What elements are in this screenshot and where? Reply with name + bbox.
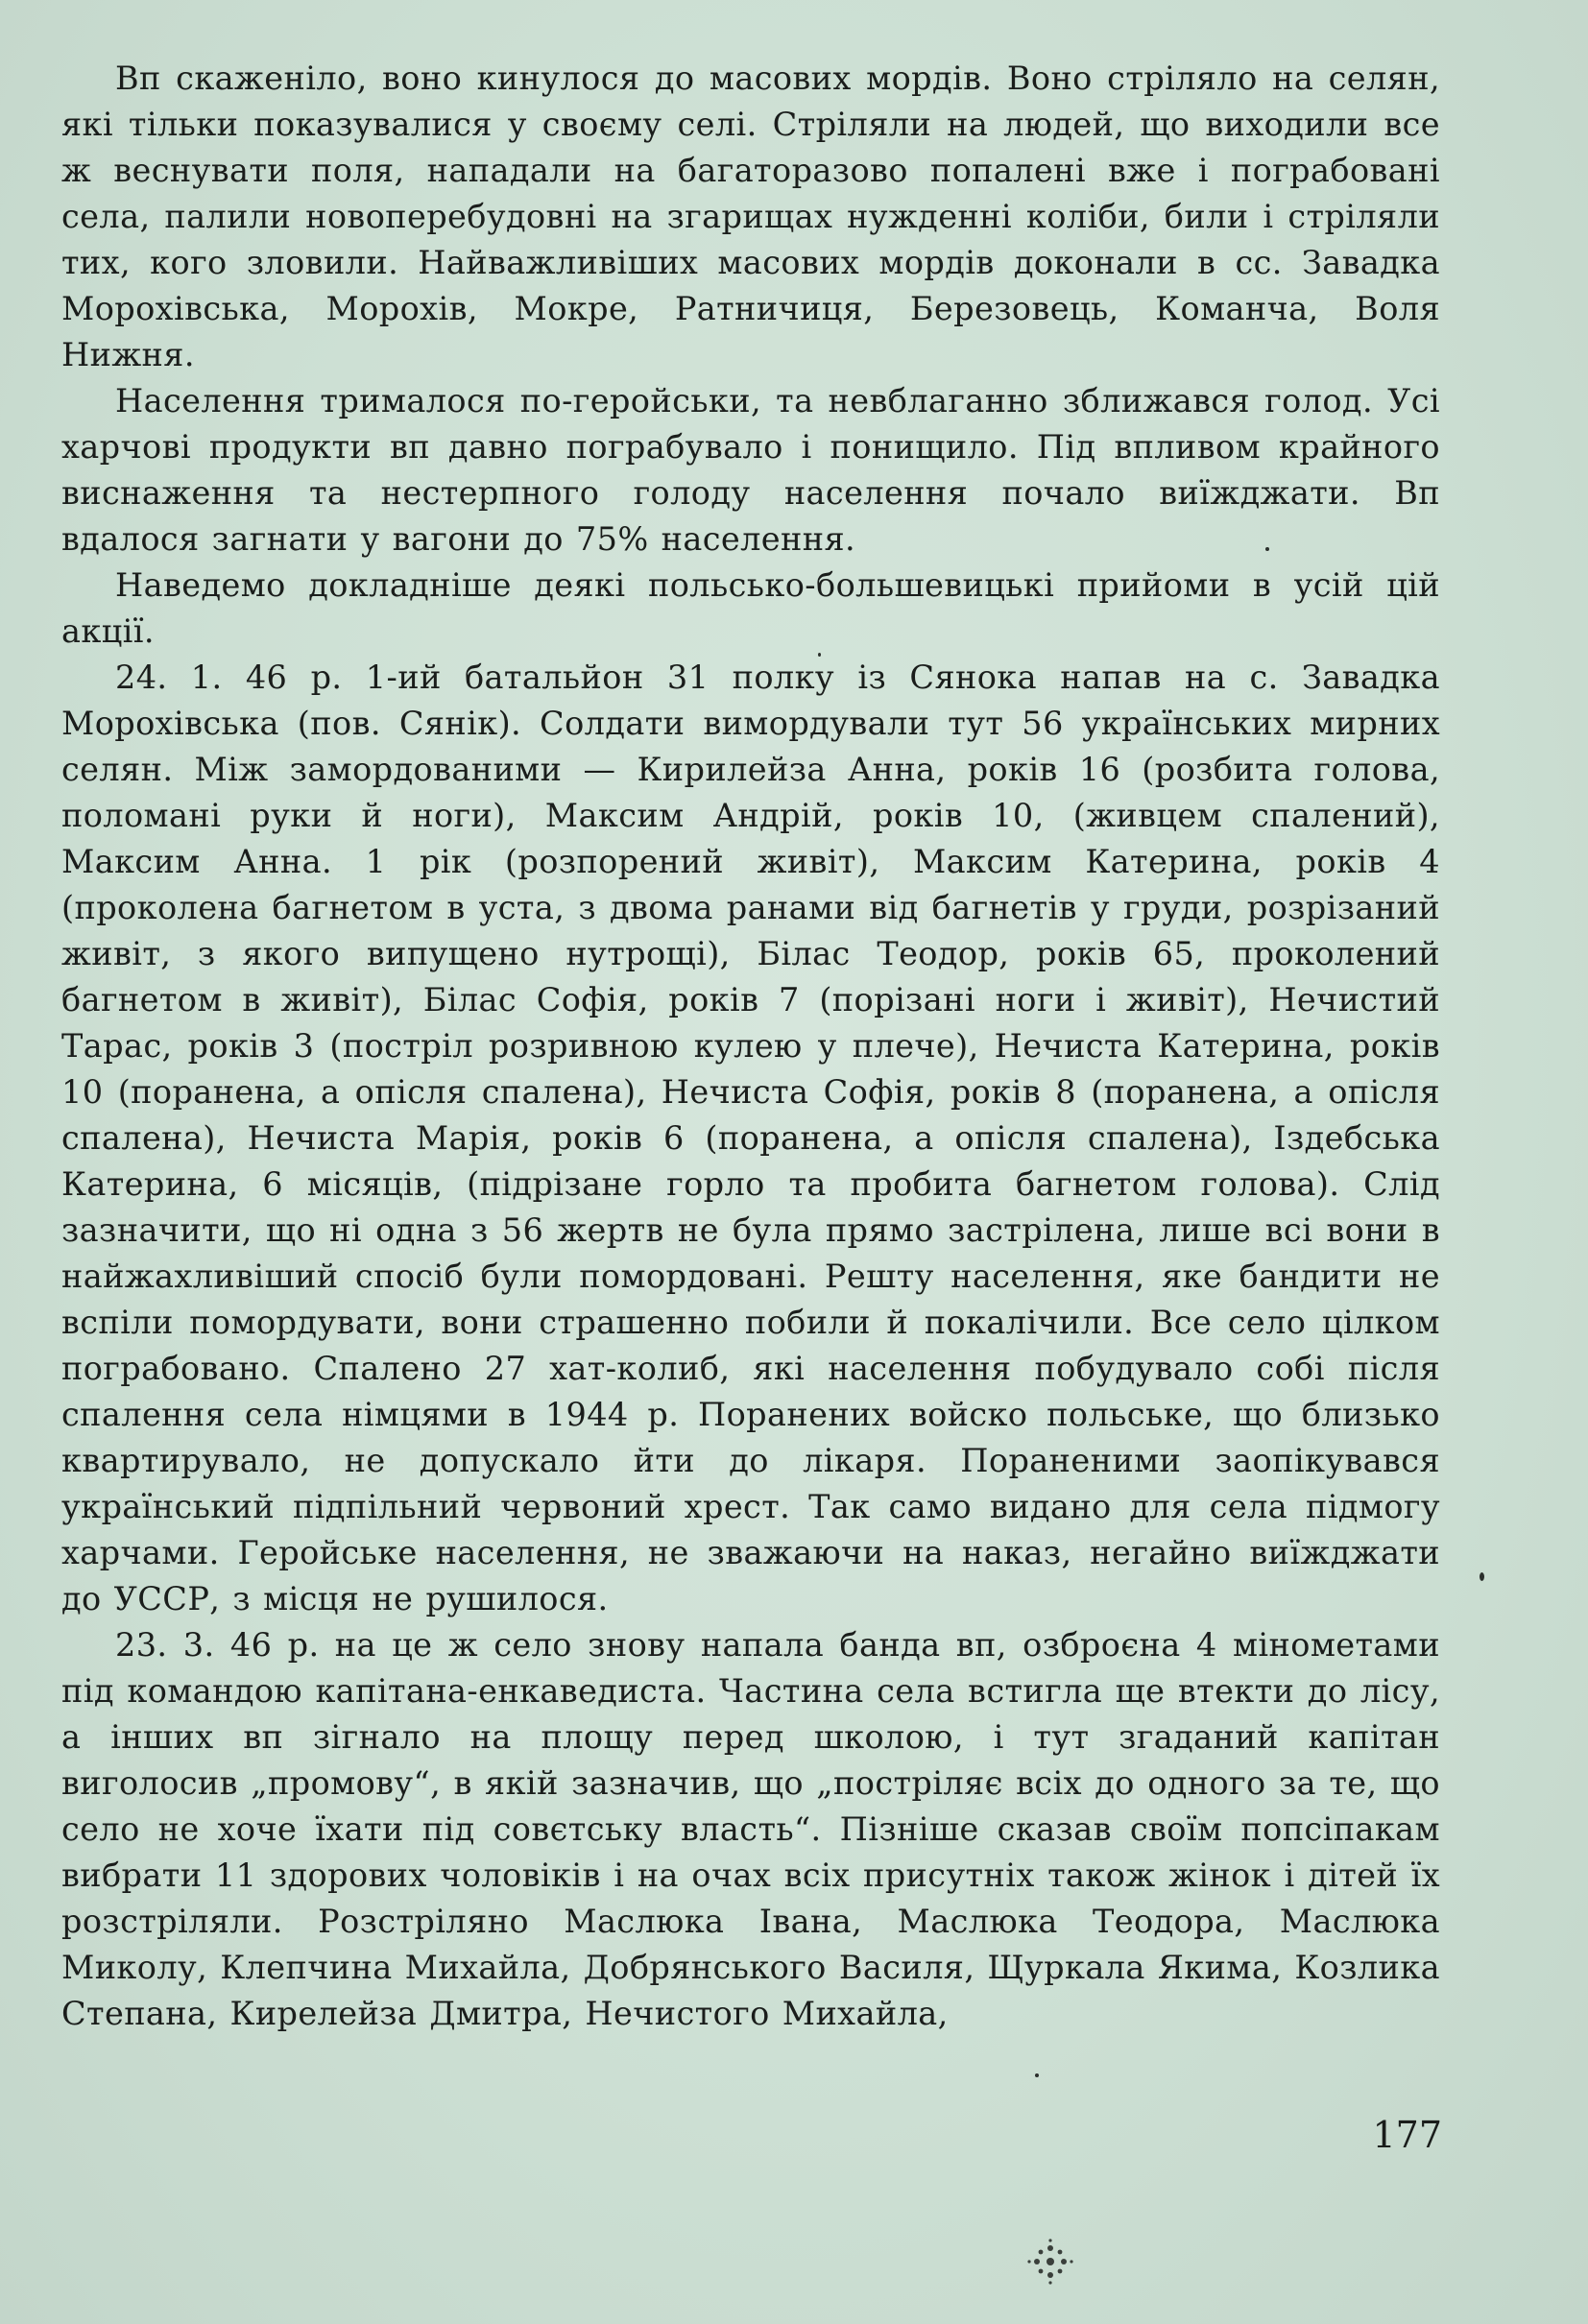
paragraph-3: Наведемо докладніше деякі польсько-большевицькі прийоми в усій цій акції. xyxy=(61,566,1440,650)
paragraph-4: 24. 1. 46 р. 1-ий батальйон 31 полку із Сянока напав на с. Завадка Морохівська (пов. Сянік). Солдати вимордували тут 56 українських мирних селян. Між замордованими — Кирилейза Анна, років 16 (розбита голова, поломані руки й ноги), Максим Андрій, років 10, (живцем спалений), Максим Анна. 1 рік (розпорений живіт), Максим Катерина, років 4 (проколена багнетом в уста, з двома ранами від багнетів у груди, розрізаний живіт, з якого випущено нутрощі), Білас Теодор, років 65, проколений багнетом в живіт), Білас Софія, років 7 (порізані ноги і живіт), Нечистий Тарас, років 3 (постріл розривною кулею у плече), Нечиста Катерина, років 10 (поранена, а опісля спалена), Нечиста Софія, років 8 (поранена, а опісля спалена), Нечиста Марія, років 6 (поранена, а опісля спалена), Іздебська Катерина, 6 місяців, (підрізане горло та пробита багнетом голова). Слід зазначити, що ні одна з 56 жертв не була прямо застрілена, лише всі вони в найжахливіший спосіб були помордовані. Решту населення, яке бандити не вспіли помордувати, вони страшенно побили й покалічили. Все село цілком пограбовано. Спалено 27 хат-колиб, які населення побудувало собі після спалення села німцями в 1944 р. Поранених войско польське, що близько квартирувало, не допускало йти до лікаря. Пораненими заопікувався український підпільний червоний хрест. Так само видано для села підмогу харчами. Геройське населення, не зважаючи на наказ, негайно виїжджати до УССР, з місця не рушилося. xyxy=(61,659,1440,1617)
print-speck xyxy=(818,653,821,657)
print-speck xyxy=(1035,2073,1039,2077)
paragraph-5: 23. 3. 46 р. на це ж село знову напала банда вп, озброєна 4 мінометами під командою капітана-енкаведиста. Частина села встигла ще втекти до лісу, а інших вп зігнало на площу перед школою, і тут згаданий капітан виголосив „промову“, в якій зазначив, що „постріляє всіх до одного за те, що село не хоче їхати під совєтську власть“. Пізніше сказав своїм попсіпакам вибрати 11 здорових чоловіків і на очах всіх присутніх також жінок і дітей їх розстріляли. Розстріляно Маслюка Івана, Маслюка Теодора, Маслюка Миколу, Клепчина Михайла, Добрянського Василя, Щуркала Якима, Козлика Степана, Кирелейза Дмитра, Нечистого Михайла, xyxy=(61,1626,1440,2032)
print-speck xyxy=(1480,1572,1484,1581)
print-speck xyxy=(1265,547,1269,551)
page-number: 177 xyxy=(1372,2114,1442,2156)
paragraph-1: Вп скаженіло, воно кинулося до масових мордів. Воно стріляло на селян, які тільки показувалися у своєму селі. Стріляли на людей, що виходили все ж веснувати поля, нападали на багаторазово попалені вже і пограбовані села, палили новоперебудовні на згарищах нужденні коліби, били і стріляли тих, кого зловили. Найважливіших масових мордів доконали в сс. Завадка Морохівська, Морохів, Мокре, Ратничиця, Березовець, Команча, Воля Нижня. xyxy=(61,60,1440,373)
paragraph-2: Населення трималося по-геройськи, та невблаганно зближався голод. Усі харчові продукти вп давно пограбувало і понищило. Під впливом крайного виснаження та нестерпного голоду населення почало виїжджати. Вп вдалося загнати у вагони до 75% населення. xyxy=(61,382,1440,558)
printer-ornament-icon xyxy=(1025,2237,1075,2287)
body-text xyxy=(61,56,1440,2037)
